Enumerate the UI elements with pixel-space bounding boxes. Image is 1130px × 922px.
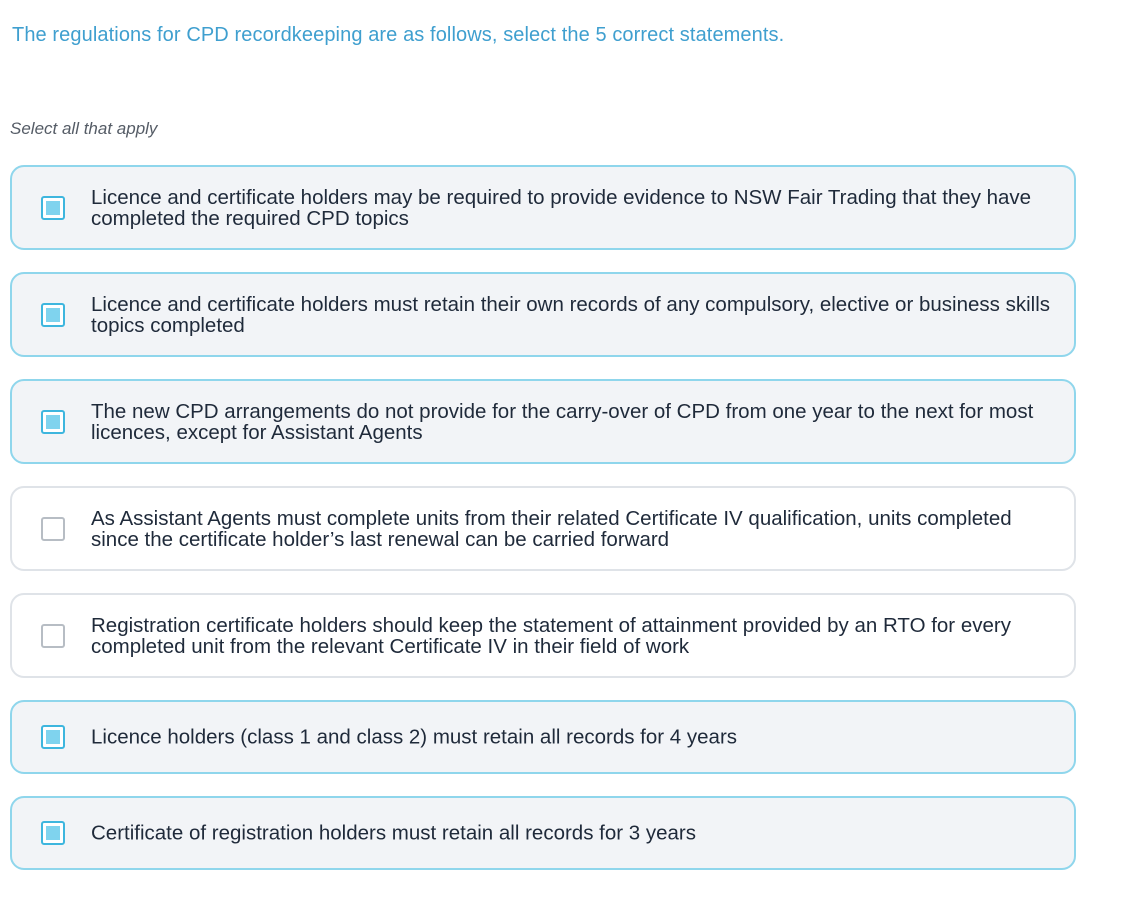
option-7[interactable] (10, 796, 1076, 870)
option-4[interactable] (10, 486, 1076, 571)
checkbox-icon[interactable] (41, 517, 65, 541)
option-label: As Assistant Agents must complete units from their related Certificate IV qualification, units completed since the certificate holder’s last renewal can be carried forward (91, 506, 1012, 551)
checkbox-icon[interactable] (41, 196, 65, 220)
option-label: Certificate of registration holders must retain all records for 3 years (91, 821, 697, 845)
select-instruction: Select all that apply (10, 119, 158, 138)
checkbox-icon[interactable] (41, 624, 65, 648)
checkbox-icon[interactable] (41, 821, 65, 845)
checkbox-icon[interactable] (41, 410, 65, 434)
question-prompt: The regulations for CPD recordkeeping are as follows, select the 5 correct statements. (12, 24, 785, 46)
option-2[interactable] (10, 272, 1076, 357)
option-label: Registration certificate holders should keep the statement of attainment provided by an RTO for every completed unit from the relevant Certificate IV in their field of work (91, 613, 1011, 658)
option-label: The new CPD arrangements do not provide for the carry-over of CPD from one year to the next for most licences, except for Assistant Agents (91, 399, 1034, 444)
option-6[interactable] (10, 700, 1076, 774)
option-label: Licence and certificate holders must retain their own records of any compulsory, elective or business skills topics completed (91, 292, 1050, 337)
option-label: Licence holders (class 1 and class 2) must retain all records for 4 years (91, 725, 738, 749)
checkbox-icon[interactable] (41, 725, 65, 749)
option-3[interactable] (10, 379, 1076, 464)
option-5[interactable] (10, 593, 1076, 678)
option-1[interactable] (10, 165, 1076, 250)
options-list (10, 165, 1076, 870)
checkbox-icon[interactable] (41, 303, 65, 327)
option-label: Licence and certificate holders may be required to provide evidence to NSW Fair Trading that they have completed the required CPD topics (91, 185, 1032, 230)
